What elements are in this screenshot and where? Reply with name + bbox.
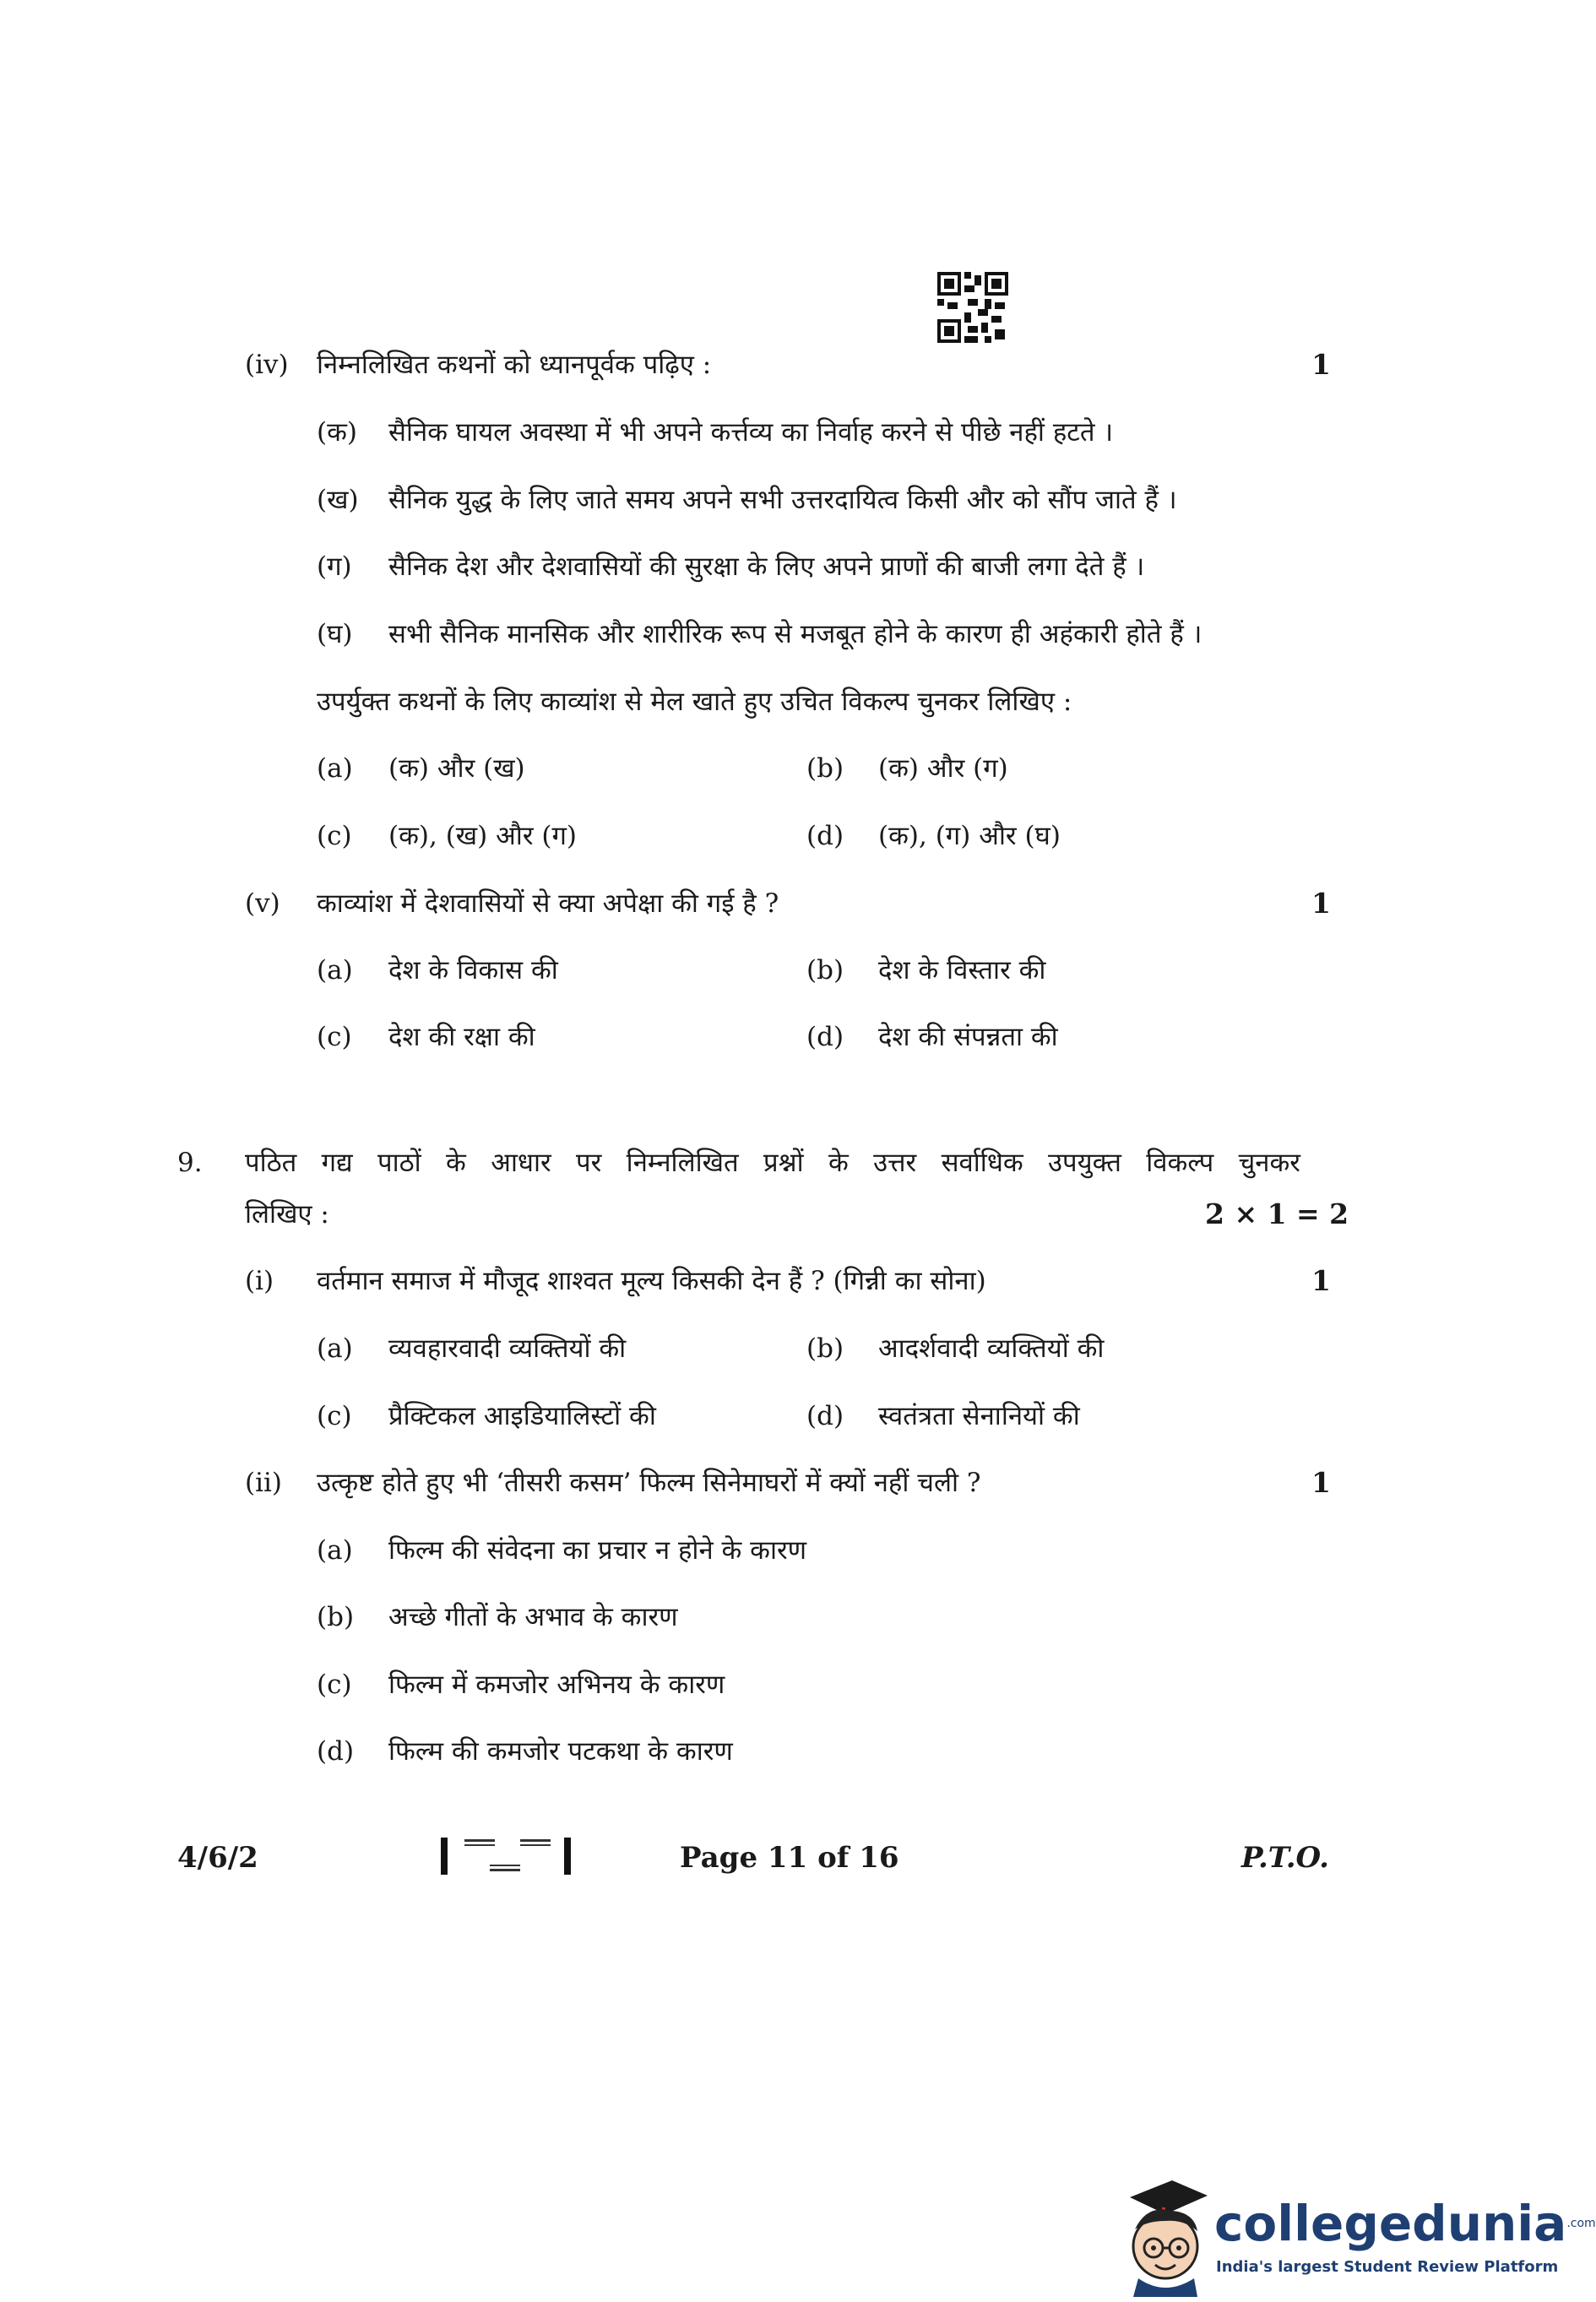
instruction-text: उपर्युक्त कथनों के लिए काव्यांश से मेल खाते हुए उचित विकल्प चुनकर लिखिए :: [317, 687, 1072, 717]
option-label: (a): [317, 955, 353, 985]
brand-tagline: India's largest Student Review Platform: [1216, 2258, 1559, 2276]
pto-label: P.T.O.: [1241, 1841, 1329, 1875]
option-label: (d): [806, 821, 844, 851]
question-number: (v): [245, 888, 280, 919]
statement-text: सैनिक युद्ध के लिए जाते समय अपने सभी उत्तरदायित्व किसी और को सौंप जाते हैं ।: [388, 485, 1177, 515]
option-text: फिल्म की संवेदना का प्रचार न होने के कारण: [388, 1535, 807, 1566]
marks: 1: [1311, 887, 1331, 920]
option-text: (क) और (ग): [878, 753, 1008, 784]
marks: 1: [1311, 348, 1331, 381]
option-label: (b): [806, 1333, 844, 1364]
option-text: (क), (ख) और (ग): [388, 821, 577, 851]
qr-code: [937, 272, 1008, 343]
statement-label: (ग): [317, 551, 352, 582]
page-number: Page 11 of 16: [680, 1841, 899, 1875]
option-text: (क), (ग) और (घ): [878, 821, 1061, 851]
question-prompt: निम्नलिखित कथनों को ध्यानपूर्वक पढ़िए :: [317, 350, 712, 380]
option-text: देश के विस्तार की: [878, 955, 1046, 985]
question-prompt: उत्कृष्ट होते हुए भी ‘तीसरी कसम’ फिल्म सिनेमाघरों में क्यों नहीं चली ?: [317, 1468, 981, 1498]
option-text: व्यवहारवादी व्यक्तियों की: [388, 1333, 627, 1364]
question-number: (ii): [245, 1468, 283, 1498]
marks: 1: [1311, 1264, 1331, 1297]
statement-text: सभी सैनिक मानसिक और शारीरिक रूप से मजबूत होने के कारण ही अहंकारी होते हैं ।: [388, 619, 1202, 649]
marks: 2 × 1 = 2: [1205, 1197, 1349, 1230]
question-prompt: वर्तमान समाज में मौजूद शाश्वत मूल्य किसकी देन हैं ? (गिन्नी का सोना): [317, 1266, 986, 1296]
statement-label: (ख): [317, 485, 359, 515]
option-text: देश की रक्षा की: [388, 1022, 535, 1052]
marks: 1: [1311, 1466, 1331, 1499]
question-prompt-continued: लिखिए :: [245, 1199, 329, 1230]
option-label: (c): [317, 1022, 352, 1052]
option-label: (c): [317, 1669, 352, 1700]
option-label: (a): [317, 1333, 353, 1364]
option-label: (d): [806, 1022, 844, 1052]
option-label: (d): [806, 1401, 844, 1431]
option-label: (d): [317, 1736, 355, 1767]
option-text: स्वतंत्रता सेनानियों की: [878, 1401, 1080, 1431]
question-number: (iv): [245, 350, 289, 380]
option-text: (क) और (ख): [388, 753, 525, 784]
brand-name: collegedunia: [1214, 2195, 1567, 2252]
paper-code: 4/6/2: [177, 1841, 258, 1875]
option-label: (b): [317, 1602, 355, 1632]
statement-label: (घ): [317, 619, 353, 649]
brand-suffix: .com: [1566, 2217, 1596, 2230]
option-text: प्रैक्टिकल आइडियालिस्टों की: [388, 1401, 656, 1431]
barcode-icon: [439, 1832, 574, 1880]
option-text: अच्छे गीतों के अभाव के कारण: [388, 1602, 678, 1632]
question-prompt: काव्यांश में देशवासियों से क्या अपेक्षा की गई है ?: [317, 888, 779, 919]
option-label: (c): [317, 1401, 352, 1431]
option-text: आदर्शवादी व्यक्तियों की: [878, 1333, 1105, 1364]
statement-text: सैनिक देश और देशवासियों की सुरक्षा के लिए अपने प्राणों की बाजी लगा देते हैं ।: [388, 551, 1145, 582]
option-label: (b): [806, 955, 844, 985]
option-text: फिल्म में कमजोर अभिनय के कारण: [388, 1669, 725, 1700]
student-mascot-icon: [1113, 2170, 1214, 2297]
question-prompt: पठित गद्य पाठों के आधार पर निम्नलिखित प्रश्नों के उत्तर सर्वाधिक उपयुक्त विकल्प चुनकर: [245, 1148, 1300, 1178]
option-text: फिल्म की कमजोर पटकथा के कारण: [388, 1736, 733, 1767]
question-number: 9.: [177, 1148, 203, 1178]
option-text: देश की संपन्नता की: [878, 1022, 1058, 1052]
option-label: (b): [806, 753, 844, 784]
option-label: (c): [317, 821, 352, 851]
option-text: देश के विकास की: [388, 955, 558, 985]
statement-text: सैनिक घायल अवस्था में भी अपने कर्त्तव्य का निर्वाह करने से पीछे नहीं हटते ।: [388, 417, 1114, 448]
option-label: (a): [317, 1535, 353, 1566]
question-number: (i): [245, 1266, 274, 1296]
option-label: (a): [317, 753, 353, 784]
collegedunia-logo: [1113, 2170, 1596, 2297]
statement-label: (क): [317, 417, 357, 448]
